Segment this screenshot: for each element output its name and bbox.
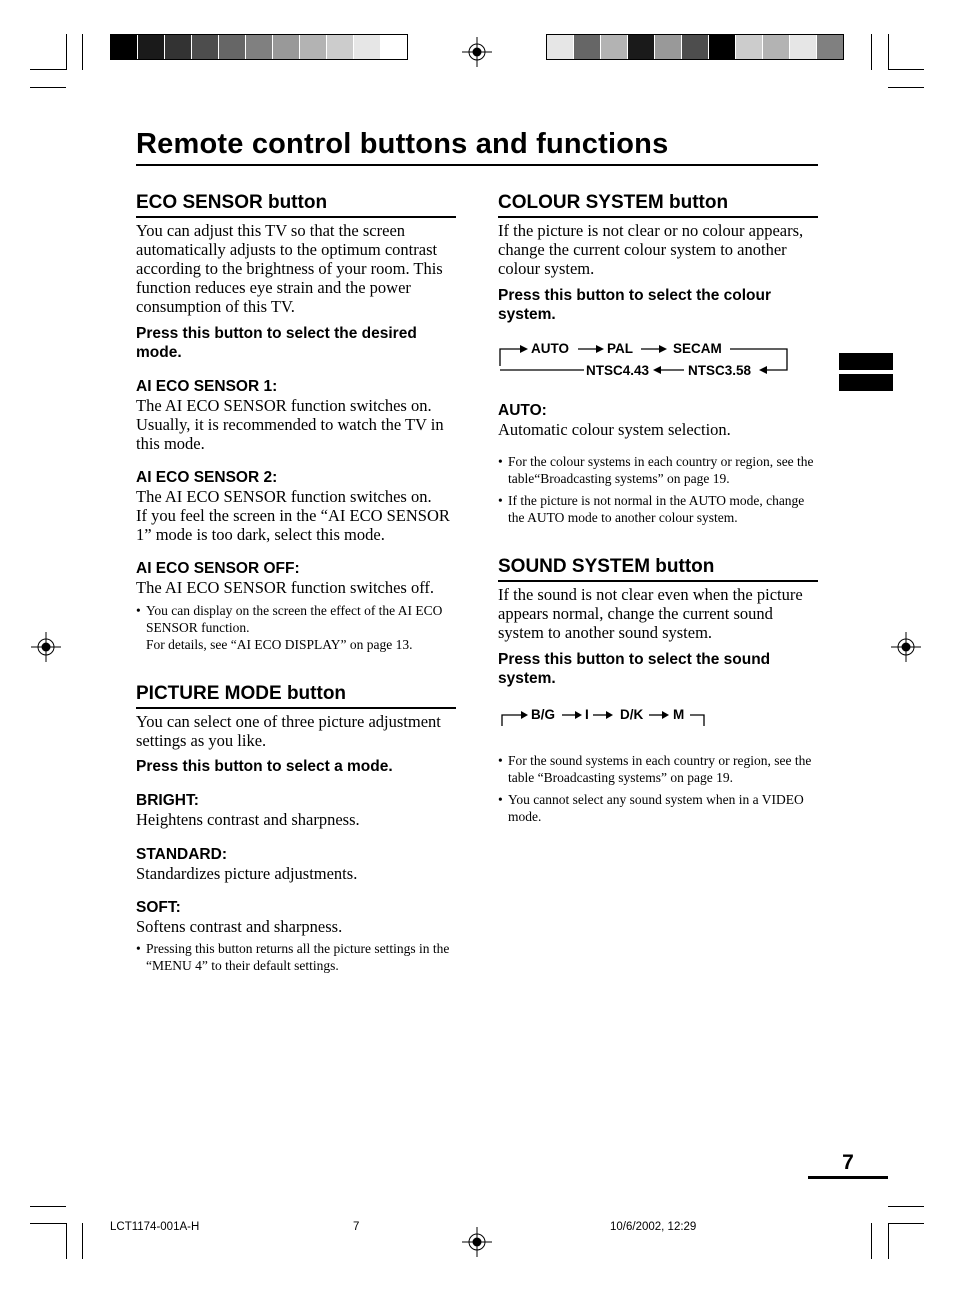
crop-mark <box>888 1223 924 1224</box>
section-tab <box>839 353 893 370</box>
color-swatch <box>246 35 273 59</box>
auto-label: AUTO: <box>498 402 547 419</box>
color-swatch <box>381 35 407 59</box>
crop-mark <box>888 1223 889 1259</box>
colour-cycle-diagram <box>498 336 818 396</box>
cycle-pal: PAL <box>607 341 633 356</box>
colour-intro: If the picture is not clear or no colour appears, change the current colour system to another colour system. <box>498 221 804 278</box>
color-swatch <box>817 35 843 59</box>
eco-heading: ECO SENSOR button <box>136 191 456 218</box>
color-swatch <box>574 35 601 59</box>
color-swatch <box>354 35 381 59</box>
color-swatch <box>655 35 682 59</box>
sound-intro: If the sound is not clear even when the picture appears normal, change the current sound system to another sound system. <box>498 585 803 642</box>
registration-mark-icon <box>462 37 492 67</box>
bright-label: BRIGHT: <box>136 792 199 809</box>
crop-mark <box>30 87 66 88</box>
colour-press: Press this button to select the colour system. <box>498 287 772 323</box>
picture-heading: PICTURE MODE button <box>136 682 456 709</box>
eco-s2-label: AI ECO SENSOR 2: <box>136 469 278 486</box>
crop-mark <box>888 1206 924 1207</box>
crop-mark <box>30 69 66 70</box>
crop-mark <box>66 34 67 70</box>
color-calibration-bar-left <box>110 34 408 60</box>
color-swatch <box>138 35 165 59</box>
sound-dk: D/K <box>620 707 644 722</box>
colour-heading: COLOUR SYSTEM button <box>498 191 818 218</box>
color-swatch <box>273 35 300 59</box>
eco-s1-label: AI ECO SENSOR 1: <box>136 378 278 395</box>
cycle-secam: SECAM <box>673 341 722 356</box>
color-swatch <box>709 35 736 59</box>
eco-note <box>136 602 456 653</box>
section-tab <box>839 374 893 391</box>
footer-code: LCT1174-001A-H <box>110 1221 200 1233</box>
crop-mark <box>871 34 872 70</box>
bright-text: Heightens contrast and sharpness. <box>136 810 360 829</box>
color-swatch <box>790 35 817 59</box>
colour-note-2: • If the picture is not normal in the AUTO mode, change the AUTO mode to another colour system. <box>498 492 818 526</box>
crop-mark <box>30 1206 66 1207</box>
eco-off-label: AI ECO SENSOR OFF: <box>136 560 300 577</box>
soft-label: SOFT: <box>136 899 181 916</box>
sound-note-1: • For the sound systems in each country or region, see the table “Broadcasting systems” on page 19. <box>498 752 818 786</box>
color-swatch <box>300 35 327 59</box>
eco-s2-text1: The AI ECO SENSOR function switches on. <box>136 487 432 506</box>
eco-off-text: The AI ECO SENSOR function switches off. <box>136 578 435 597</box>
sound-heading: SOUND SYSTEM button <box>498 555 818 582</box>
color-swatch <box>327 35 354 59</box>
colour-note-1: • For the colour systems in each country or region, see the table“Broadcasting systems” on page 19. <box>498 453 818 487</box>
color-swatch <box>736 35 763 59</box>
color-swatch <box>601 35 628 59</box>
eco-press: Press this button to select the desired mode. <box>136 325 417 361</box>
crop-mark <box>82 34 83 70</box>
color-swatch <box>219 35 246 59</box>
sound-cycle-diagram <box>498 698 818 742</box>
eco-s2-text2: If you feel the screen in the “AI ECO SENSOR 1” mode is too dark, select this mode. <box>136 506 450 544</box>
title-rule <box>136 164 818 166</box>
registration-mark-icon <box>891 632 921 662</box>
sound-i: I <box>585 707 589 722</box>
crop-mark <box>888 87 924 88</box>
soft-text: Softens contrast and sharpness. <box>136 917 343 936</box>
cycle-auto: AUTO <box>531 341 570 356</box>
crop-mark <box>82 1223 83 1259</box>
eco-s1-text1: The AI ECO SENSOR function switches on. <box>136 396 432 415</box>
eco-intro: You can adjust this TV so that the screen automatically adjusts to the optimum contrast according to the brightness of your room. This function reduces eye strain and the power consumption of this TV. <box>136 221 443 316</box>
color-calibration-bar-right <box>546 34 844 60</box>
sound-m: M <box>673 707 685 722</box>
sound-note-2: • You cannot select any sound system when in a VIDEO mode. <box>498 791 818 825</box>
eco-note-text: You can display on the screen the effect of the AI ECO SENSOR function. <box>146 603 443 635</box>
page-title: Remote control buttons and functions <box>136 128 669 160</box>
crop-mark <box>66 1223 67 1259</box>
auto-text: Automatic colour system selection. <box>498 420 731 439</box>
picture-intro: You can select one of three picture adjustment settings as you like. <box>136 712 441 750</box>
registration-mark-icon <box>462 1227 492 1257</box>
left-column <box>136 191 456 974</box>
eco-s1-text2: Usually, it is recommended to watch the TV in this mode. <box>136 415 444 453</box>
picture-note: • Pressing this button returns all the picture settings in the “MENU 4” to their default settings. <box>136 940 456 974</box>
footer-page: 7 <box>353 1221 360 1233</box>
cycle-ntsc358: NTSC3.58 <box>688 363 752 378</box>
crop-mark <box>888 34 889 70</box>
picture-press: Press this button to select a mode. <box>136 758 393 775</box>
color-swatch <box>628 35 655 59</box>
color-swatch <box>763 35 790 59</box>
sound-press: Press this button to select the sound system. <box>498 651 771 687</box>
crop-mark <box>30 1223 66 1224</box>
cycle-ntsc443: NTSC4.43 <box>586 363 650 378</box>
color-swatch <box>682 35 709 59</box>
color-swatch <box>547 35 574 59</box>
standard-text: Standardizes picture adjustments. <box>136 864 358 883</box>
footer-date: 10/6/2002, 12:29 <box>610 1221 697 1233</box>
sound-bg: B/G <box>531 707 556 722</box>
right-column <box>498 191 818 825</box>
registration-mark-icon <box>31 632 61 662</box>
crop-mark <box>871 1223 872 1259</box>
crop-mark <box>888 69 924 70</box>
color-swatch <box>165 35 192 59</box>
eco-note-text-2: For details, see “AI ECO DISPLAY” on page 13. <box>146 637 413 652</box>
color-swatch <box>192 35 219 59</box>
page-number-rule <box>808 1176 888 1179</box>
page-number: 7 <box>842 1151 854 1174</box>
color-swatch <box>111 35 138 59</box>
standard-label: STANDARD: <box>136 846 227 863</box>
